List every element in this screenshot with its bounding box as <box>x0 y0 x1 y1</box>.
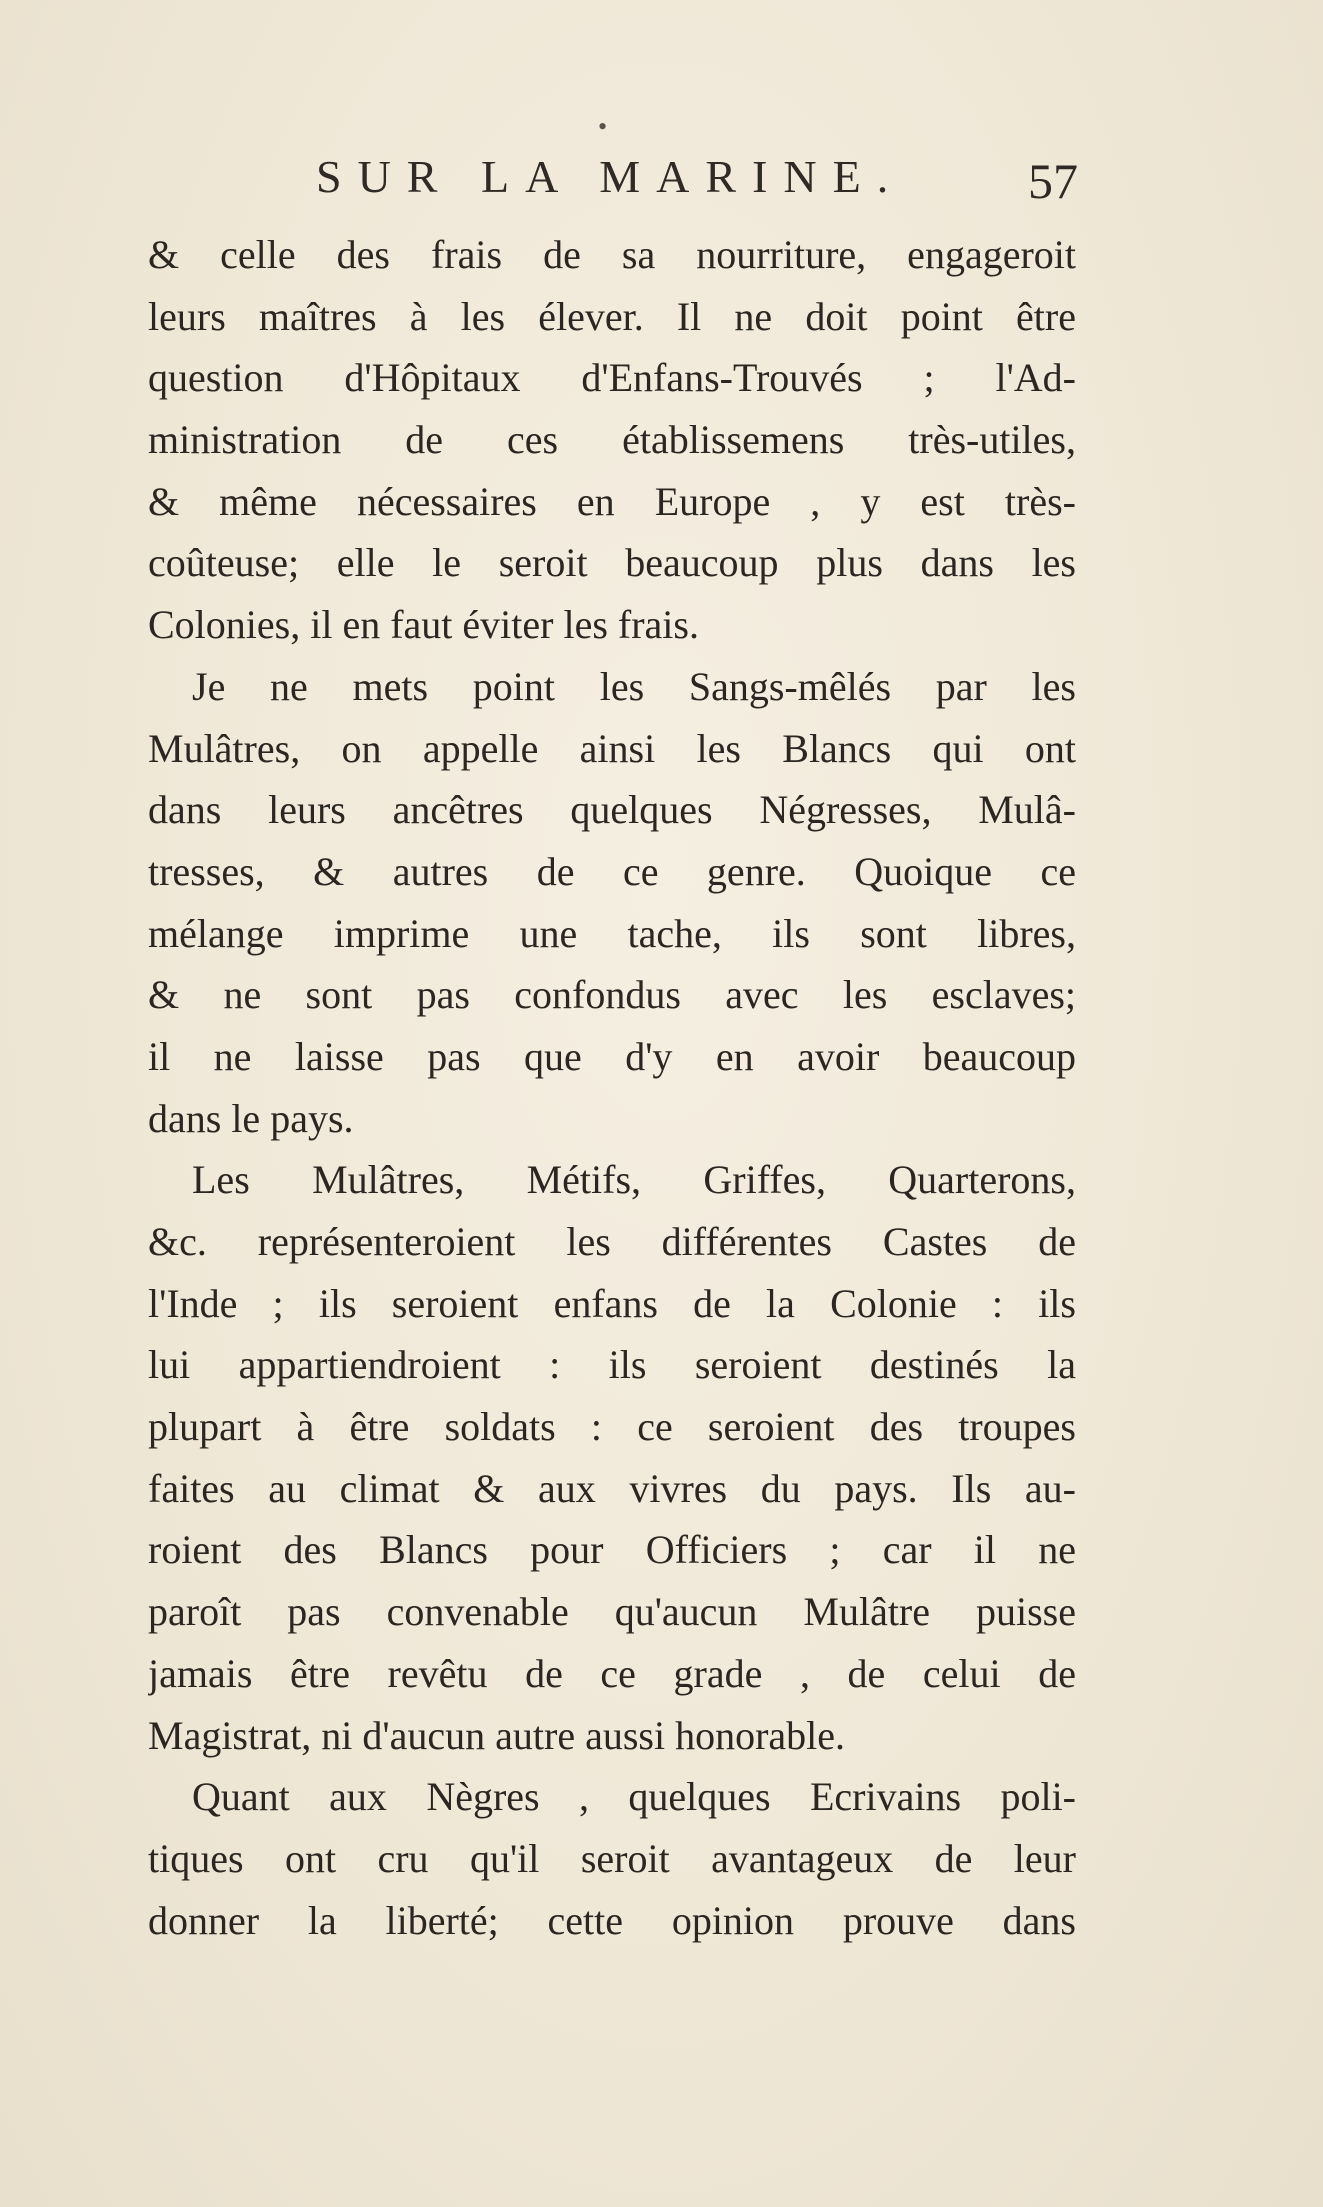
text-line: & même nécessaires en Europe , y est très- <box>148 478 1076 524</box>
text-line: jamais être revêtu de ce grade , de celui de <box>148 1650 1076 1696</box>
text-line: tresses, & autres de ce genre. Quoique ce <box>148 848 1076 894</box>
text-line: dans le pays. <box>148 1095 354 1141</box>
text-line: & celle des frais de sa nourriture, engageroit <box>148 232 1076 277</box>
text-line: mélange imprime une tache, ils sont libres, <box>148 910 1076 956</box>
text-line: Mulâtres, on appelle ainsi les Blancs qui ont <box>148 725 1076 771</box>
text-line: il ne laisse pas que d'y en avoir beaucoup <box>148 1033 1076 1079</box>
text-line: Quant aux Nègres , quelques Ecrivains poli- <box>192 1774 1076 1820</box>
text-line: paroît pas convenable qu'aucun Mulâtre puisse <box>148 1589 1076 1635</box>
text-line: dans leurs ancêtres quelques Négresses, Mulâ- <box>148 787 1076 833</box>
text-line: Je ne mets point les Sangs-mêlés par les <box>192 663 1076 709</box>
text-line: ministration de ces établissemens très-utiles, <box>148 417 1076 463</box>
text-line: & ne sont pas confondus avec les esclaves; <box>148 972 1076 1018</box>
text-line: faites au climat & aux vivres du pays. Ils au- <box>148 1465 1076 1511</box>
text-line: question d'Hôpitaux d'Enfans-Trouvés ; l'Ad- <box>148 355 1076 401</box>
text-line: l'Inde ; ils seroient enfans de la Colonie : ils <box>148 1280 1076 1326</box>
ink-speck: • <box>598 112 608 141</box>
page-number: 57 <box>1028 153 1078 209</box>
text-line: plupart à être soldats : ce seroient des troupes <box>148 1404 1076 1450</box>
text-line: &c. représenteroient les différentes Castes de <box>148 1219 1076 1264</box>
text-line: Les Mulâtres, Métifs, Griffes, Quarterons, <box>192 1157 1076 1203</box>
body-text <box>148 224 1076 1951</box>
text-line: Colonies, il en faut éviter les frais. <box>148 602 699 648</box>
text-line: tiques ont cru qu'il seroit avantageux de leur <box>148 1835 1076 1881</box>
text-line: Magistrat, ni d'aucun autre aussi honorable. <box>148 1712 846 1758</box>
running-head: SUR LA MARINE. <box>316 151 905 202</box>
text-line: donner la liberté; cette opinion prouve dans <box>148 1897 1076 1943</box>
page-header <box>316 150 1078 210</box>
text-line: coûteuse; elle le seroit beaucoup plus dans les <box>148 540 1076 586</box>
text-line: leurs maîtres à les élever. Il ne doit point être <box>148 293 1076 339</box>
text-line: lui appartiendroient : ils seroient destinés la <box>148 1342 1076 1388</box>
text-line: roient des Blancs pour Officiers ; car il ne <box>148 1527 1076 1573</box>
